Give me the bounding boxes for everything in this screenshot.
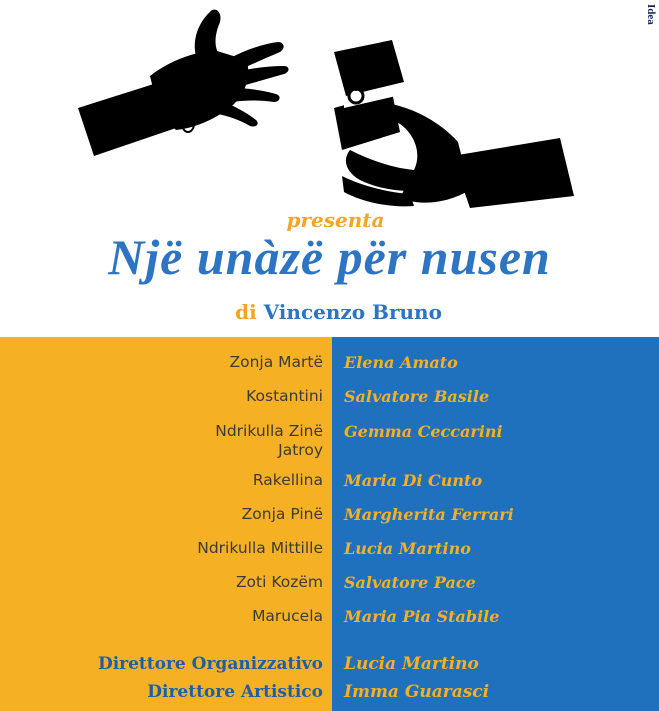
cast-actor: Lucia Martino (344, 539, 471, 558)
cast-role: Kostantini (246, 387, 323, 405)
cast-role: Zoti Kozëm (235, 573, 323, 591)
cast-actor: Elena Amato (344, 353, 458, 372)
play-title: Një unàzë për nusen (108, 229, 551, 285)
cast-role: Zonja Pinë (241, 505, 323, 523)
cast-actor: Gemma Ceccarini (344, 422, 503, 441)
staff-role: Direttore Organizzativo (97, 654, 323, 674)
hands-artwork (0, 0, 659, 210)
cast-role: Ndrikulla Zinë Jatroy (215, 422, 323, 459)
author-prefix: di (235, 300, 257, 324)
presents-label: presenta (286, 208, 385, 232)
right-hand-ring-box-icon (334, 40, 574, 208)
cast-actor: Salvatore Basile (344, 387, 490, 406)
cast-role: Zonja Martë (229, 353, 323, 371)
left-hand-silhouette-icon (78, 10, 289, 156)
cast-actor: Margherita Ferrari (344, 505, 514, 524)
cast-role: Ndrikulla Mittille (197, 539, 323, 557)
author-line (0, 300, 659, 324)
cast-role: Marucela (252, 607, 323, 625)
poster-header (0, 0, 659, 337)
cast-role: Rakellina (252, 471, 323, 489)
cast-actor: Salvatore Pace (344, 573, 476, 592)
edge-text: Idea (645, 4, 657, 25)
cast-actor: Maria Di Cunto (344, 471, 483, 490)
staff-name: Lucia Martino (344, 654, 479, 674)
staff-name: Imma Guarasci (344, 682, 490, 702)
author-name: Vincenzo Bruno (263, 300, 442, 324)
staff-role: Direttore Artistico (147, 682, 323, 702)
cast-actor: Maria Pia Stabile (344, 607, 500, 626)
credits-section (0, 337, 659, 711)
